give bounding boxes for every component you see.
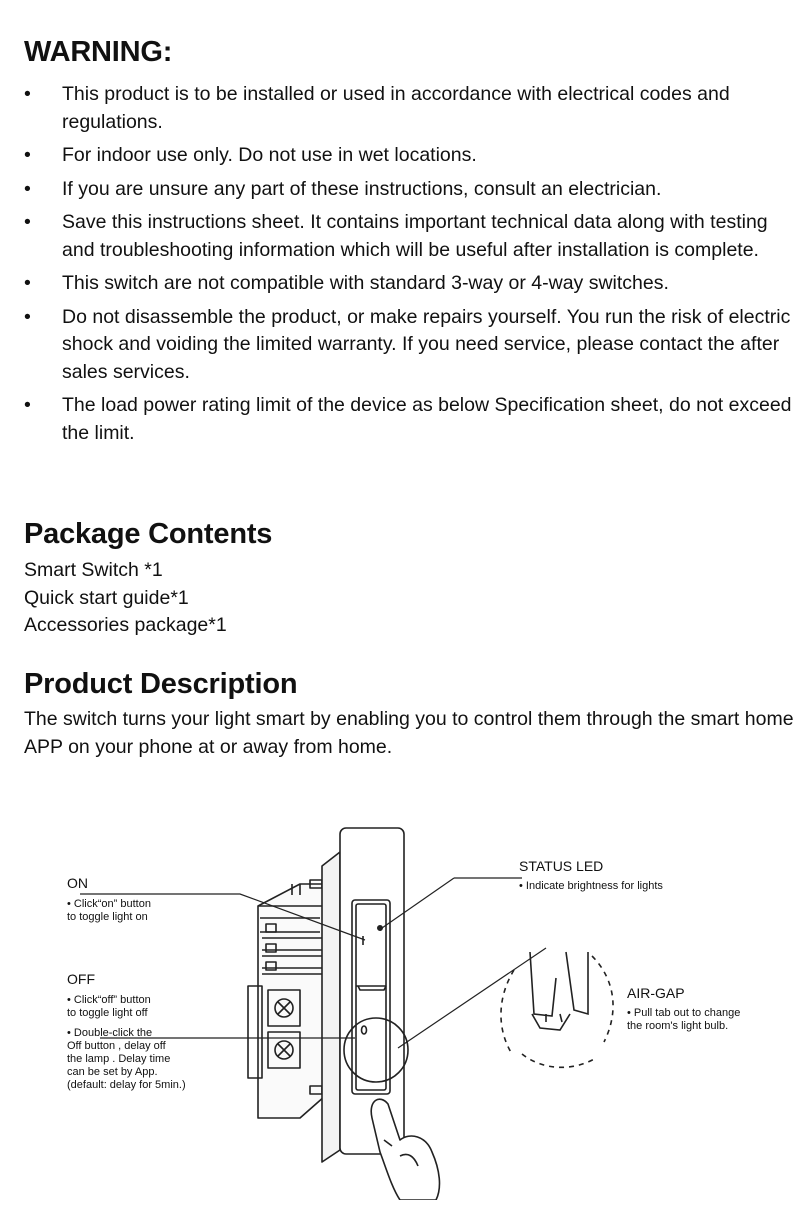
bullet-icon: • [24, 394, 31, 416]
off-bullet: • Click“off” button [67, 994, 151, 1006]
status-led-bullet: • Indicate brightness for lights [519, 880, 663, 892]
package-item: Smart Switch *1 [24, 559, 163, 581]
bullet-icon: • [24, 144, 31, 166]
list-item [24, 209, 794, 264]
air-gap-bullet-line2: the room's light bulb. [627, 1020, 729, 1032]
list-item [24, 304, 794, 387]
package-contents-list [24, 557, 227, 640]
air-gap-label: AIR-GAP [627, 985, 685, 1001]
off-bullet2-line5: can be set by App. [67, 1066, 158, 1078]
product-description-heading: Product Description [24, 668, 298, 700]
package-item: Accessories package*1 [24, 614, 227, 636]
bullet-icon: • [24, 83, 31, 105]
off-label: OFF [67, 971, 95, 987]
air-gap-inset [501, 952, 613, 1067]
list-item [24, 176, 794, 204]
list-item [24, 392, 794, 447]
product-description-text: The switch turns your light smart by enabling you to control them through the smart home APP on your phone at or away from home. [24, 708, 794, 758]
list-item [24, 142, 794, 170]
off-bullet2-line3: Off button , delay off [67, 1040, 166, 1052]
warning-item-text: For indoor use only. Do not use in wet locations. [62, 144, 477, 166]
warning-item-text: If you are unsure any part of these instructions, consult an electrician. [62, 177, 662, 200]
warning-item-text: Do not disassemble the product, or make repairs yourself. You run the risk of electric shock and voiding the limited warranty. If you need service, please contact the after sales services. [62, 305, 791, 383]
bullet-icon: • [24, 211, 31, 233]
off-bullet-line2: to toggle light off [67, 1007, 148, 1019]
package-item: Quick start guide*1 [24, 586, 189, 609]
bullet-icon: • [24, 272, 31, 294]
warning-heading: WARNING: [24, 36, 173, 68]
list-item [24, 81, 794, 136]
off-bullet2-line6: (default: delay for 5min.) [67, 1079, 186, 1091]
finger-icon [371, 1099, 439, 1200]
bullet-icon: • [24, 305, 31, 328]
air-gap-bullet: • Pull tab out to change [627, 1007, 741, 1019]
on-label: ON [67, 875, 88, 891]
warning-item-text: This product is to be installed or used in accordance with electrical codes and regulations. [62, 83, 730, 133]
on-bullet: • Click“on” button [67, 898, 151, 910]
bullet-icon: • [24, 177, 31, 200]
list-item [24, 270, 794, 298]
switch-diagram [0, 800, 808, 1200]
warning-item-text: Save this instructions sheet. It contains important technical data along with testing and troubleshooting information which will be useful after installation is complete. [62, 211, 768, 261]
status-led-label: STATUS LED [519, 858, 604, 874]
off-bullet2: • Double-click the [67, 1027, 153, 1039]
warning-item-text: The load power rating limit of the device as below Specification sheet, do not exceed the limit. [62, 394, 792, 444]
warning-item-text: This switch are not compatible with standard 3-way or 4-way switches. [62, 272, 669, 294]
off-bullet2-line4: the lamp . Delay time [67, 1053, 171, 1065]
warning-list [24, 81, 794, 453]
package-contents-heading: Package Contents [24, 518, 273, 550]
on-bullet-line2: to toggle light on [67, 911, 148, 923]
